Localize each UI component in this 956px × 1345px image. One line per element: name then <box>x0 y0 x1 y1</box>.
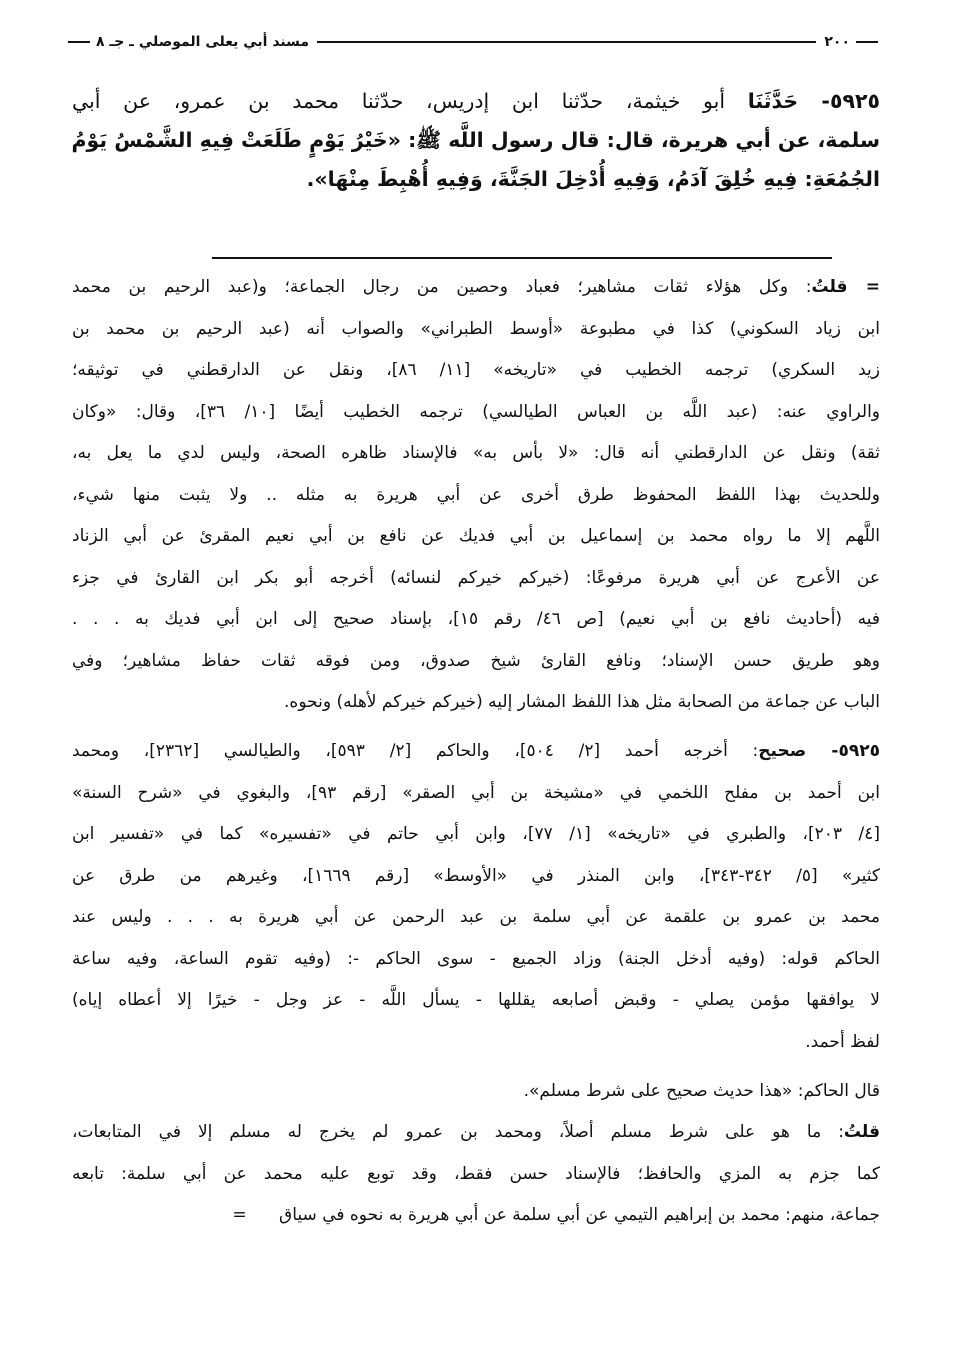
hakim-quote <box>72 1071 880 1113</box>
line-text: وهو طريق حسن الإسناد؛ ونافع القارئ شيخ صدوق، ومن فوقه ثقات حفاظ مشاهير؛ وفي <box>72 650 880 671</box>
grading-label: ٥٩٢٥- صحيح <box>758 741 880 761</box>
footnote-line <box>72 641 880 683</box>
header-dash <box>856 41 878 43</box>
line-text: والراوي عنه: (عبد اللَّه بن العباس الطيالسي) ترجمه الخطيب أيضًا [١٠/ ٣٦]، وقال: «وكان <box>72 401 881 422</box>
footnote-line <box>72 599 880 641</box>
footnote-line <box>72 516 880 558</box>
footnote-line <box>72 309 880 351</box>
line-text: أبو خيثمة، حدّثنا ابن إدريس، حدّثنا محمد بن عمرو، عن أبي <box>72 89 748 113</box>
footnote-separator <box>212 257 832 259</box>
line-text: : أخرجه أحمد [٢/ ٥٠٤]، والحاكم [٢/ ٥٩٣]، والطيالسي [٢٣٦٢]، ومحمد <box>72 741 759 761</box>
line-text: : ما هو على شرط مسلم أصلاً، ومحمد بن عمرو لم يخرج له مسلم إلا في المتابعات، <box>72 1122 844 1142</box>
footnote-line <box>72 1071 880 1113</box>
line-text: وللحديث بهذا اللفظ المحفوظ طرق أخرى عن أبي هريرة به مثله .. ولا يثبت منها شيء، <box>72 484 880 505</box>
line-text: كثير» [٥/ ٣٤٢-٣٤٣]، وابن المنذر في «الأوسط» [رقم ١٦٦٩]، وغيرهم من طرق عن <box>72 865 880 886</box>
hadith-line <box>72 160 880 199</box>
line-text: : وكل هؤلاء ثقات مشاهير؛ فعباد وحصين من رجال الجماعة؛ و(عبد الرحيم بن محمد <box>72 277 812 297</box>
hadith-line <box>72 121 880 160</box>
footnote-continuation <box>72 267 880 724</box>
line-text: فيه (أحاديث نافع بن أبي نعيم) [ص ٤٦/ رقم ١٥]، بإسناد صحيح إلى ابن أبي فديك به . . . <box>72 609 881 629</box>
qultu-label: = قلتُ <box>811 277 880 297</box>
footnote-line <box>72 856 880 898</box>
running-title: مسند أبي يعلى الموصلي ـ جـ ٨ <box>96 34 310 50</box>
line-text: زيد السكري) ترجمه الخطيب في «تاريخه» [١١/ ٨٦]، ونقل عن الدارقطني في توثيقه؛ <box>72 360 880 380</box>
footnote-line <box>72 897 880 939</box>
footnote-line <box>72 1112 880 1154</box>
hadith-number: ٥٩٢٥- حَدَّثَنَا <box>747 89 880 113</box>
footnote-line <box>72 980 880 1022</box>
header-dash <box>68 41 90 43</box>
hadith-text <box>72 82 880 199</box>
footnote-line <box>72 939 880 981</box>
line-text: الباب عن جماعة من الصحابة مثل هذا اللفظ المشار إليه (خيركم خيركم لأهله) ونحوه. <box>284 692 880 712</box>
running-header <box>62 30 884 54</box>
footnote-line <box>72 392 880 434</box>
footnote-line <box>72 1022 880 1064</box>
hadith-line <box>72 82 880 121</box>
line-text: كما جزم به المزي والحافظ؛ فالإسناد حسن فقط، وقد توبع عليه محمد عن أبي سلمة: تابعه <box>72 1163 880 1184</box>
line-text: سلمة، عن أبي هريرة، قال: قال رسول اللَّه ﷺ: «خَيْرُ يَوْمٍ طَلَعَتْ فِيهِ الشَّمْسُ يَوْمُ <box>71 128 880 152</box>
line-text: الجُمُعَةِ: فِيهِ خُلِقَ آدَمُ، وَفِيهِ أُدْخِلَ الجَنَّةَ، وَفِيهِ أُهْبِطَ مِنْهَا». <box>306 167 880 191</box>
line-text: لا يوافقها مؤمن يصلي - وقبض أصابعه يقللها - يسأل اللَّه - عز وجل - خيرًا إلا أعطاه إياه) <box>72 990 880 1010</box>
footnote-line <box>72 731 880 773</box>
footnote-line <box>72 773 880 815</box>
line-text: جماعة، منهم: محمد بن إبراهيم التيمي عن أبي سلمة عن أبي هريرة به نحوه في سياق = <box>232 1205 880 1225</box>
line-text: قال الحاكم: «هذا حديث صحيح على شرط مسلم». <box>523 1081 880 1101</box>
footnote-line <box>72 350 880 392</box>
line-text: محمد بن عمرو بن علقمة عن أبي سلمة بن عبد الرحمن عن أبي هريرة به . . . وليس عند <box>72 907 880 927</box>
line-text: ثقة) ونقل عن الدارقطني أنه قال: «لا بأس به» فالإسناد ظاهره الصحة، وليس لدي ما يعل به، <box>72 443 880 463</box>
footnote-line <box>72 433 880 475</box>
footnote-line <box>72 682 880 724</box>
footnote-line <box>72 558 880 600</box>
line-text: لفظ أحمد. <box>805 1031 880 1052</box>
footnote-line <box>72 1154 880 1196</box>
line-text: ابن أحمد بن مفلح اللخمي في «مشيخة بن أبي الصقر» [رقم ٩٣]، والبغوي في «شرح السنة» <box>72 782 881 803</box>
footnote-line <box>72 1195 880 1237</box>
footnote-qultu <box>72 1112 880 1237</box>
page-number: ٢٠٠ <box>824 34 850 50</box>
footnote-line <box>72 814 880 856</box>
footnote-5925 <box>72 731 880 1063</box>
header-rule <box>317 41 816 43</box>
footnote-line <box>72 267 880 309</box>
line-text: [٤/ ٢٠٣]، والطبري في «تاريخه» [١/ ٧٧]، وابن أبي حاتم في «تفسيره» كما في «تفسير ابن <box>72 824 881 844</box>
qultu-label: قلتُ <box>843 1122 880 1142</box>
line-text: ابن زياد السكوني) كذا في مطبوعة «أوسط الطبراني» والصواب أنه (عبد الرحيم بن محمد بن <box>72 318 880 339</box>
line-text: الحاكم قوله: (وفيه أدخل الجنة) وزاد الجميع - سوى الحاكم -: (وفيه تقوم الساعة، وفيه ساعة <box>72 948 880 969</box>
footnote-line <box>72 475 880 517</box>
line-text: اللَّهم إلا ما رواه محمد بن إسماعيل بن أبي فديك عن نافع بن أبي نعيم المقرئ عن أبي الزناد <box>72 526 880 546</box>
line-text: عن الأعرج عن أبي هريرة مرفوعًا: (خيركم خيركم لنسائه) أخرجه أبو بكر ابن القارئ في جزء <box>72 567 880 588</box>
